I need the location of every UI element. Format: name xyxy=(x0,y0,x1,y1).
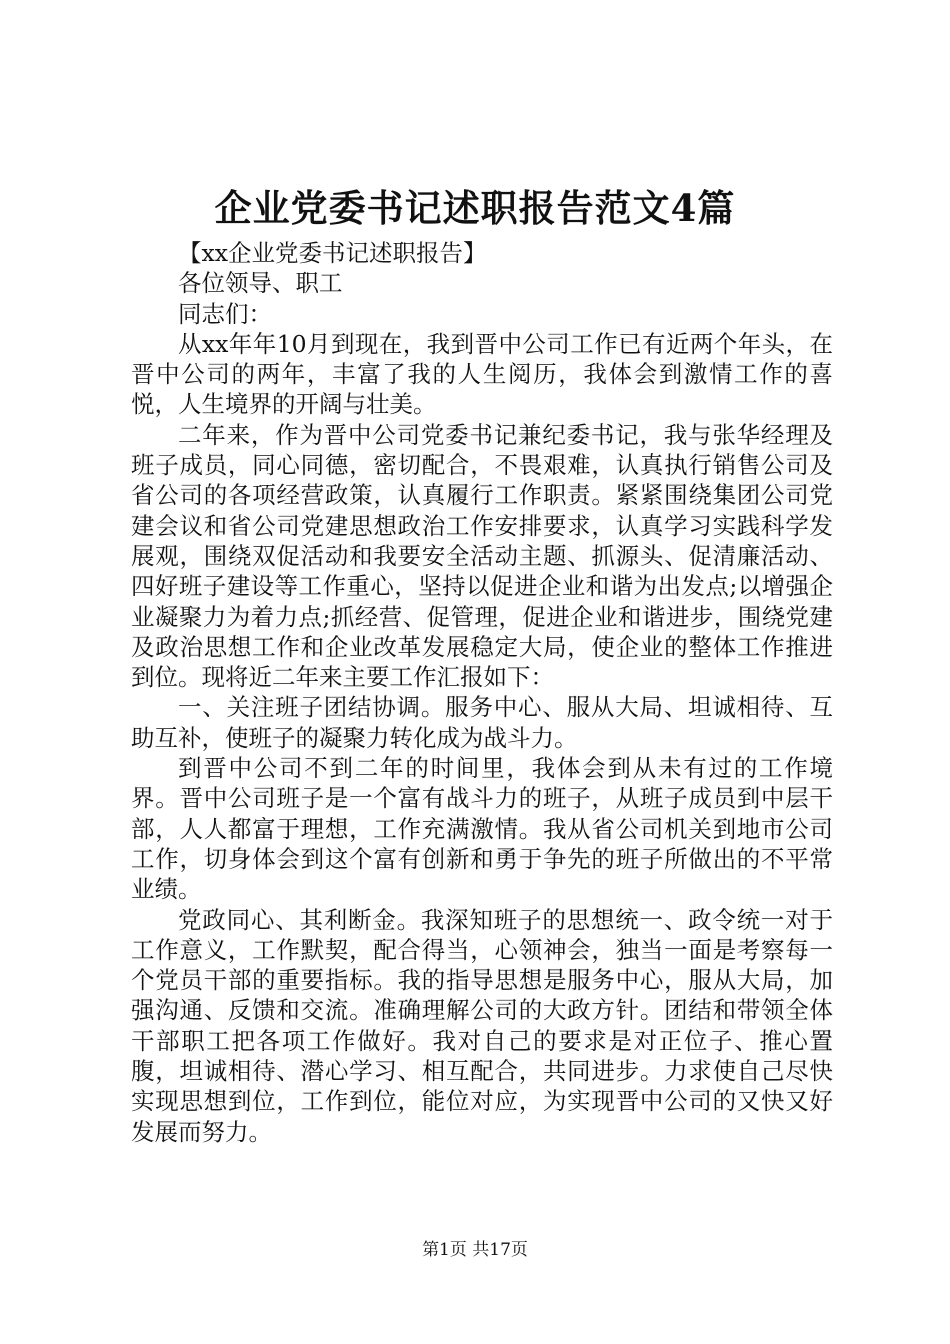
document-body xyxy=(131,238,833,1147)
paragraph: 党政同心、其利断金。我深知班子的思想统一、政令统一对于工作意义，工作默契，配合得当，心领神会，独当一面是考察每一个党员干部的重要指标。我的指导思想是服务中心，服从大局，加强沟通、反馈和交流。准确理解公司的大政方针。团结和带领全体干部职工把各项工作做好。我对自己的要求是对正位子、推心置腹，坦诚相待、潜心学习、相互配合，共同进步。力求使自己尽快实现思想到位，工作到位，能位对应，为实现晋中公司的又快又好发展而努力。 xyxy=(131,905,833,1146)
page-footer: 第1页 共17页 xyxy=(422,1240,528,1260)
paragraph: 一、关注班子团结协调。服务中心、服从大局、坦诚相待、互助互补，使班子的凝聚力转化成为战斗力。 xyxy=(131,693,833,752)
document-title: 企业党委书记述职报告范文4篇 xyxy=(214,186,736,230)
paragraph: 二年来，作为晋中公司党委书记兼纪委书记，我与张华经理及班子成员，同心同德，密切配合，不畏艰难，认真执行销售公司及省公司的各项经营政策，认真履行工作职责。紧紧围绕集团公司党建会议和省公司党建思想政治工作安排要求，认真学习实践科学发展观，围绕双促活动和我要安全活动主题、抓源头、促清廉活动、四好班子建设等工作重心，坚持以促进企业和谐为出发点;以增强企业凝聚力为着力点;抓经营、促管理，促进企业和谐进步，围绕党建及政治思想工作和企业改革发展稳定大局，使企业的整体工作推进到位。现将近二年来主要工作汇报如下： xyxy=(131,420,833,692)
paragraph-salutation-2: 同志们： xyxy=(178,299,272,328)
paragraph: 到晋中公司不到二年的时间里，我体会到从未有过的工作境界。晋中公司班子是一个富有战斗力的班子，从班子成员到中层干部，人人都富于理想，工作充满激情。我从省公司机关到地市公司工作，切身体会到这个富有创新和勇于争先的班子所做出的不平常业绩。 xyxy=(131,754,833,904)
paragraph-salutation: 各位领导、职工 xyxy=(178,269,343,298)
paragraph: 从xx年年10月到现在，我到晋中公司工作已有近两个年头，在晋中公司的两年，丰富了我的人生阅历，我体会到激情工作的喜悦，人生境界的开阔与壮美。 xyxy=(131,329,833,419)
paragraph-heading-bracket: 【xx企业党委书记述职报告】 xyxy=(178,239,487,267)
